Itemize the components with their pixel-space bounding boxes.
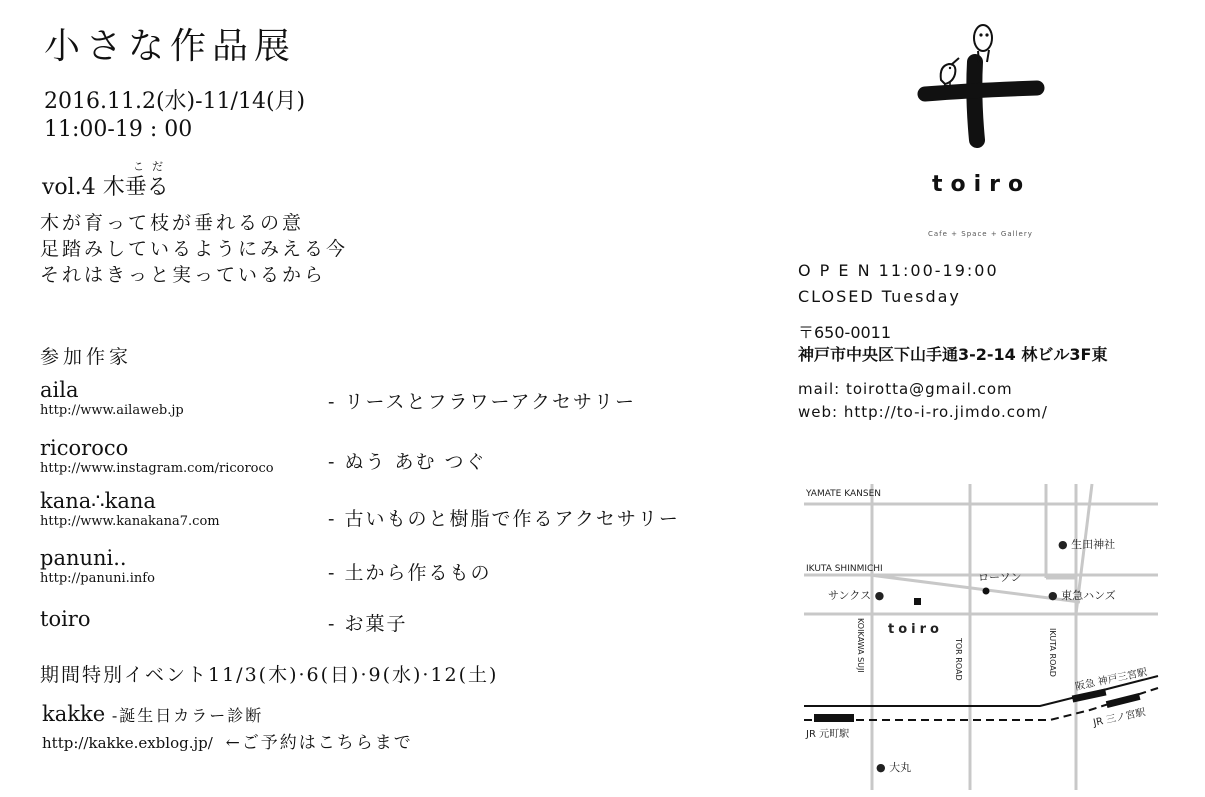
artist-desc: - 古いものと樹脂で作るアクセサリー	[328, 508, 680, 530]
artist-desc: - 土から作るもの	[328, 562, 492, 584]
kakke-line	[42, 702, 263, 726]
opening-hours	[798, 258, 999, 310]
access-map	[800, 478, 1160, 790]
artist-url[interactable]: http://panuni.info	[40, 571, 155, 586]
contact-mail[interactable]: mail: toirotta@gmail.com	[798, 380, 1013, 398]
map-label-toiro: toiro	[888, 622, 943, 637]
artist-name: kana∴kana	[40, 489, 156, 513]
map-label-jr-motomachi: JR 元町駅	[806, 729, 850, 740]
map-label-yamate: YAMATE KANSEN	[806, 489, 881, 499]
artist-url[interactable]: http://www.instagram.com/ricoroco	[40, 461, 274, 476]
artist-name: ricoroco	[40, 436, 129, 460]
contact-web[interactable]: web: http://to-i-ro.jimdo.com/	[798, 403, 1048, 421]
map-label-ikuta-shinmichi: IKUTA SHINMICHI	[806, 564, 883, 574]
map-label-hankyu: 阪急 神戸三宮駅	[1074, 666, 1149, 693]
map-label-daimaru: ● 大丸	[876, 761, 912, 774]
map-label-koikawa: KOIKAWA SUJI	[856, 618, 865, 673]
description-line: 足踏みしているようにみえる今	[40, 238, 349, 260]
special-event: 期間特別イベント11/3(木)·6(日)·9(水)·12(土)	[40, 664, 499, 686]
artist-url[interactable]: http://www.kanakana7.com	[40, 514, 220, 529]
volume-furigana: こだ	[133, 160, 171, 173]
kakke-note: ←ご予約はこちらまで	[225, 733, 413, 753]
description-line: それはきっと実っているから	[40, 264, 327, 286]
shop-address	[798, 322, 1107, 366]
concept-description	[40, 210, 348, 288]
page-title: 小さな作品展	[44, 26, 297, 67]
exhibition-dates	[44, 88, 305, 144]
map-label-tor-road: TOR ROAD	[954, 638, 963, 681]
artist-desc: - リースとフラワーアクセサリー	[328, 391, 636, 413]
map-label-lawson: ローソン	[978, 571, 1022, 584]
description-line: 木が育って枝が垂れるの意	[40, 212, 305, 234]
contact-info	[798, 378, 1048, 424]
brand-name: toiro	[932, 172, 1032, 197]
exhibition-period: 2016.11.2(水)-11/14(月)	[44, 89, 306, 114]
map-label-ikuta-jinja: ● 生田神社	[1058, 538, 1116, 551]
artist-name: panuni..	[40, 546, 127, 570]
artist-url[interactable]: http://www.ailaweb.jp	[40, 403, 184, 418]
kakke-url[interactable]: http://kakke.exblog.jp/	[42, 734, 213, 752]
map-label-jr-sannomiya: JR 三ノ宮駅	[1092, 707, 1147, 729]
closed-day: CLOSED Tuesday	[798, 287, 961, 306]
toiro-marker	[914, 598, 921, 605]
artist-name: toiro	[40, 607, 91, 631]
exhibition-hours: 11:00-19 : 00	[44, 117, 193, 142]
participants-heading: 参加作家	[40, 346, 133, 368]
map-label-ikuta-road: IKUTA ROAD	[1048, 628, 1057, 677]
street-address: 神戸市中央区下山手通3-2-14 林ビル3F東	[798, 345, 1108, 364]
open-hours: O P E N 11:00-19:00	[798, 261, 999, 280]
artist-name: aila	[40, 378, 79, 402]
artist-desc: - お菓子	[328, 613, 408, 635]
postal-code: 〒650-0011	[798, 323, 892, 342]
map-label-tokyu-hands: ● 東急ハンズ	[1048, 589, 1116, 602]
kakke-url-line	[42, 728, 413, 753]
kakke-name: kakke	[42, 702, 106, 726]
artist-desc: - ぬう あむ つぐ	[328, 451, 487, 473]
brand-subtitle: Cafe + Space + Gallery	[928, 230, 1033, 238]
toiro-logo-icon	[915, 18, 1045, 148]
volume-label: vol.4 木垂る	[42, 175, 169, 200]
map-label-sunkus: サンクス ●	[828, 589, 885, 602]
kakke-desc: -誕生日カラー診断	[111, 706, 264, 725]
